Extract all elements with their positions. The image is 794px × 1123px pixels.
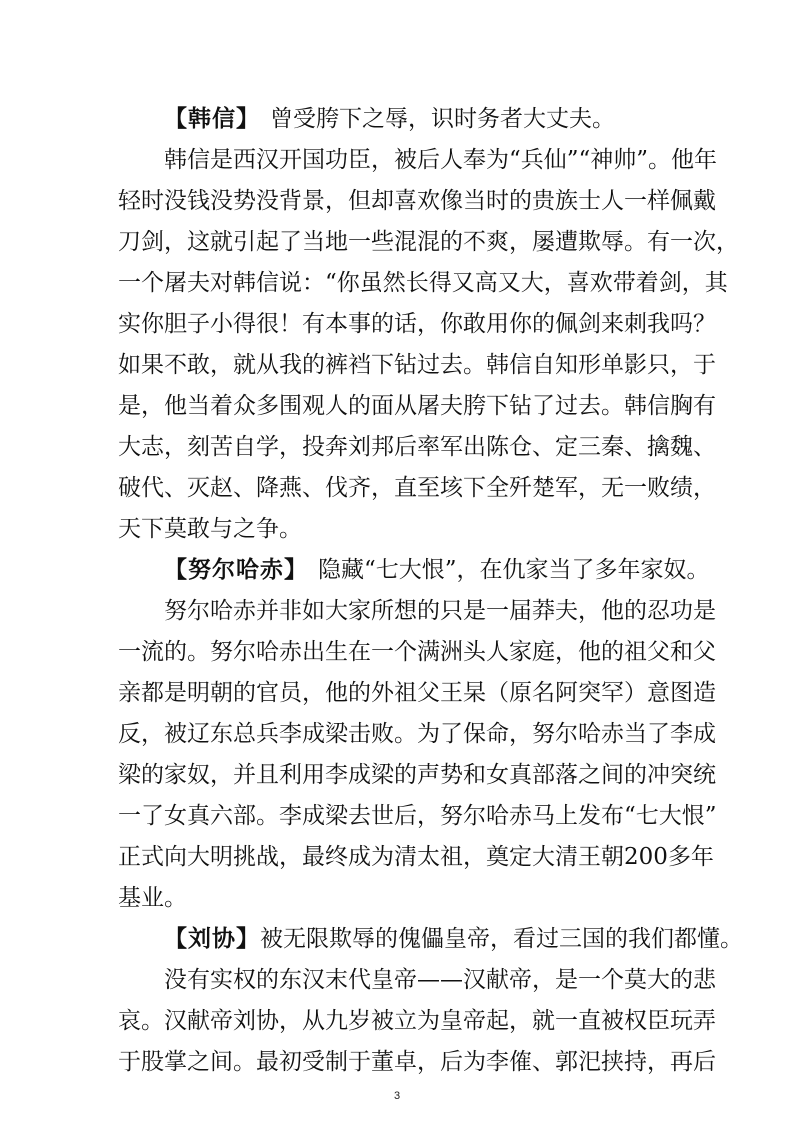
paragraph-line: 亲都是明朝的官员，他的外祖父王杲（原名阿突罕）意图造 bbox=[118, 680, 716, 706]
section-title: 【刘协】 bbox=[164, 925, 260, 952]
paragraph-line: 反，被辽东总兵李成梁击败。为了保命，努尔哈赤当了李成 bbox=[118, 721, 716, 747]
paragraph-line: 如果不敢，就从我的裤裆下钻过去。韩信自知形单影只，于 bbox=[118, 352, 716, 378]
page-number: 3 bbox=[393, 1090, 401, 1102]
paragraph-line: 韩信是西汉开国功臣，被后人奉为“兵仙”“神帅”。他年 bbox=[164, 147, 718, 173]
paragraph-line: 刀剑，这就引起了当地一些混混的不爽，屡遭欺辱。有一次， bbox=[118, 229, 739, 255]
section-title: 【努尔哈赤】 bbox=[164, 556, 308, 583]
paragraph-line: 破代、灭赵、降燕、伐齐，直至垓下全歼楚军，无一败绩， bbox=[118, 475, 716, 501]
section-heading-hanxin bbox=[164, 103, 678, 135]
section-heading-liuxie bbox=[164, 923, 743, 955]
section-heading-nurhaci bbox=[164, 554, 710, 586]
section-subtitle: 曾受胯下之辱，识时务者大丈夫。 bbox=[270, 106, 615, 132]
section-title: 【韩信】 bbox=[164, 105, 260, 132]
section-subtitle: 被无限欺辱的傀儡皇帝，看过三国的我们都懂。 bbox=[260, 926, 743, 952]
paragraph-line: 轻时没钱没势没背景，但却喜欢像当时的贵族士人一样佩戴 bbox=[118, 188, 716, 214]
paragraph-line: 努尔哈赤并非如大家所想的只是一届莽夫，他的忍功是 bbox=[164, 598, 716, 624]
paragraph-line: 大志，刻苦自学，投奔刘邦后率军出陈仓、定三秦、擒魏、 bbox=[118, 434, 716, 460]
paragraph-line: 于股掌之间。最初受制于董卓，后为李傕、郭汜挟持，再后 bbox=[118, 1049, 716, 1075]
paragraph-line: 一流的。努尔哈赤出生在一个满洲头人家庭，他的祖父和父 bbox=[118, 639, 716, 665]
paragraph-line: 哀。汉献帝刘协，从九岁被立为皇帝起，就一直被权臣玩弄 bbox=[118, 1008, 716, 1034]
paragraph-line: 一个屠夫对韩信说：“你虽然长得又高又大，喜欢带着剑，其 bbox=[118, 270, 728, 296]
paragraph-line: 是，他当着众多围观人的面从屠夫胯下钻了过去。韩信胸有 bbox=[118, 393, 716, 419]
paragraph-line: 天下莫敢与之争。 bbox=[118, 516, 302, 542]
section-subtitle: 隐藏“七大恨”，在仇家当了多年家奴。 bbox=[318, 557, 710, 583]
paragraph-line: 一了女真六部。李成梁去世后，努尔哈赤马上发布“七大恨” bbox=[118, 803, 717, 829]
paragraph-line: 基业。 bbox=[118, 885, 187, 911]
paragraph-line: 实你胆子小得很！有本事的话，你敢用你的佩剑来刺我吗？ bbox=[118, 311, 716, 337]
paragraph-line: 没有实权的东汉末代皇帝——汉献帝，是一个莫大的悲 bbox=[164, 967, 716, 993]
paragraph-line: 梁的家奴，并且利用李成梁的声势和女真部落之间的冲突统 bbox=[118, 762, 716, 788]
paragraph-line: 正式向大明挑战，最终成为清太祖，奠定大清王朝200多年 bbox=[118, 844, 714, 870]
